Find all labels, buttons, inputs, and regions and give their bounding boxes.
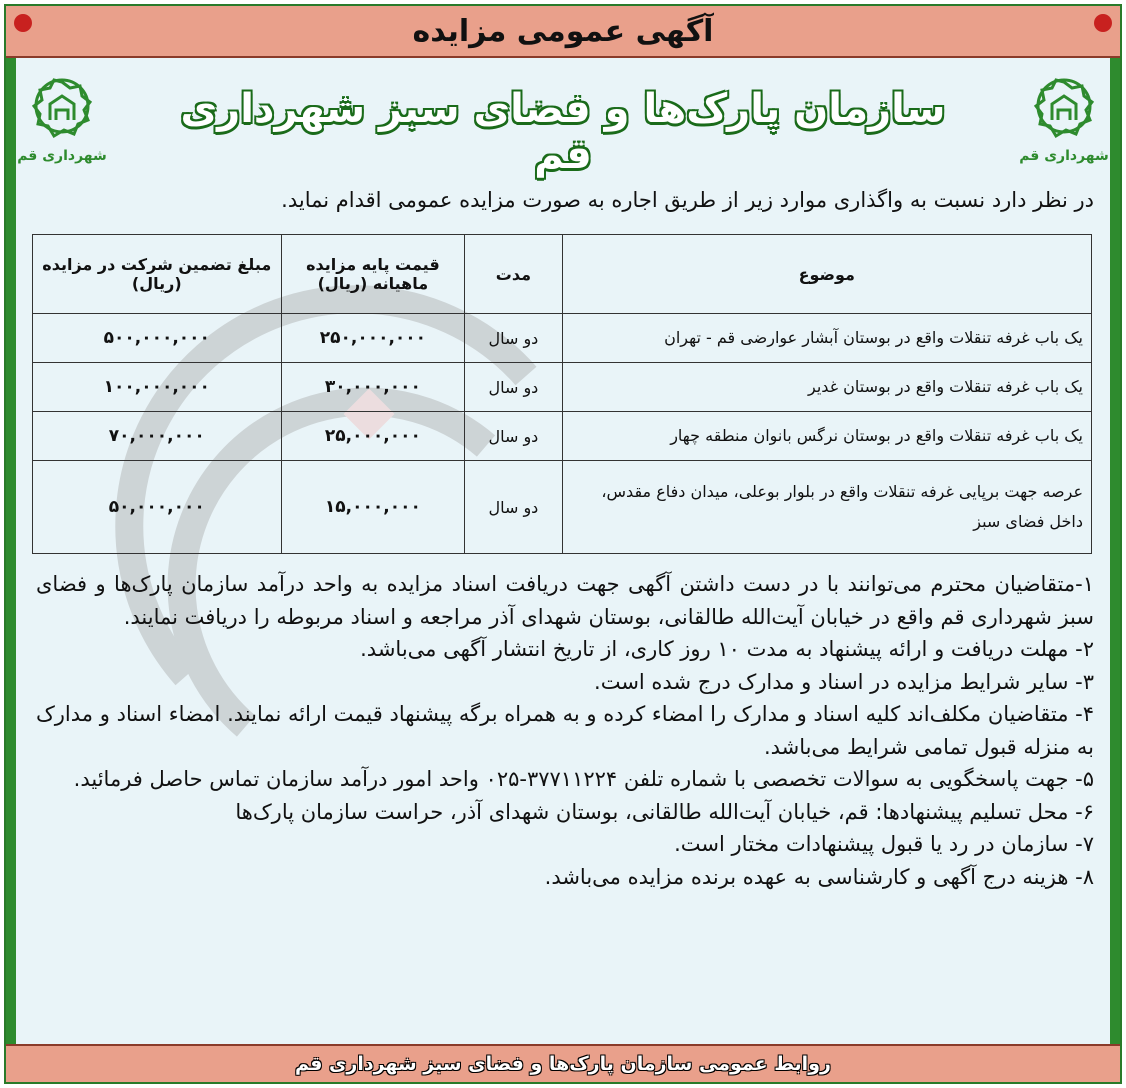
row-guarantee: ۱۰۰,۰۰۰,۰۰۰ [33,363,282,412]
row-subject: عرصه جهت برپایی غرفه تنقلات واقع در بلوار بوعلی، میدان دفاع مقدس، داخل فضای سبز [562,461,1092,554]
header-base-price: قیمت پایه مزایده ماهیانه (ریال) [281,235,465,314]
note-item: ۲- مهلت دریافت و ارائه پیشنهاد به مدت ۱۰ روز کاری، از تاریخ انتشار آگهی می‌باشد. [360,637,1094,662]
logo-text: شهرداری قم [17,148,107,164]
right-green-stripe [1110,6,1120,1082]
header-bar [6,6,1120,58]
qom-municipality-emblem-icon [1019,70,1109,170]
row-base-price: ۲۵,۰۰۰,۰۰۰ [281,412,465,461]
table-row [33,314,1092,363]
note-item: ۸- هزینه درج آگهی و کارشناسی به عهده برنده مزایده می‌باشد. [544,864,1094,889]
footer-title: روابط عمومی سازمان پارک‌ها و فضای سبز شهرداری قم [295,1053,831,1075]
row-base-price: ۲۵۰,۰۰۰,۰۰۰ [281,314,465,363]
row-duration: دو سال [465,412,562,461]
row-subject: یک باب غرفه تنقلات واقع در بوستان غدیر [562,363,1092,412]
notice-frame [4,4,1122,1084]
row-guarantee: ۵۰۰,۰۰۰,۰۰۰ [33,314,282,363]
corner-dot-right [1094,14,1112,32]
row-base-price: ۳۰,۰۰۰,۰۰۰ [281,363,465,412]
table-header-row [33,235,1092,314]
notes-list [36,568,1094,893]
table-row [33,461,1092,554]
row-duration: دو سال [465,461,562,554]
footer-bar [6,1044,1120,1082]
notice-title: آگهی عمومی مزایده [412,13,714,49]
note-item: ۷- سازمان در رد یا قبول پیشنهادات مختار است. [674,832,1094,857]
row-subject: یک باب غرفه تنقلات واقع در بوستان نرگس بانوان منطقه چهار [562,412,1092,461]
qom-municipality-emblem-icon [17,70,107,170]
intro-text: در نظر دارد نسبت به واگذاری موارد زیر از طریق اجاره به صورت مزایده عمومی اقدام نماید. [281,188,1094,212]
auction-items-table [32,234,1092,554]
note-item: ۱-متقاضیان محترم می‌توانند با در دست داشتن آگهی جهت دریافت اسناد مزایده به واحد درآمد سازمان پارک‌ها و فضای سبز شهرداری قم واقع در خیابان آیت‌الله طالقانی، بوستان شهدای آذر مراجعه و اسناد مربوطه را دریافت نمایند. [36,572,1094,629]
row-base-price: ۱۵,۰۰۰,۰۰۰ [281,461,465,554]
header-guarantee: مبلغ تضمین شرکت در مزایده (ریال) [33,235,282,314]
table-row [33,412,1092,461]
note-item: ۵- جهت پاسخگویی به سوالات تخصصی با شماره تلفن ۳۷۷۱۱۲۲۴-۰۲۵ واحد امور درآمد سازمان تماس حاصل فرمائید. [73,767,1094,792]
logo-text: شهرداری قم [1019,148,1109,164]
row-duration: دو سال [465,314,562,363]
corner-dot-left [14,14,32,32]
row-guarantee: ۷۰,۰۰۰,۰۰۰ [33,412,282,461]
note-item: ۶- محل تسلیم پیشنهادها: قم، خیابان آیت‌الله طالقانی، بوستان شهدای آذر، حراست سازمان پارک‌ها [235,799,1094,824]
table-row [33,363,1092,412]
left-green-stripe [6,6,16,1082]
header-subject: موضوع [562,235,1092,314]
organization-name: سازمان پارک‌ها و فضای سبز شهرداری قم [180,86,946,178]
row-duration: دو سال [465,363,562,412]
note-item: ۳- سایر شرایط مزایده در اسناد و مدارک درج شده است. [594,669,1094,694]
row-guarantee: ۵۰,۰۰۰,۰۰۰ [33,461,282,554]
row-subject: یک باب غرفه تنقلات واقع در بوستان آبشار عوارضی قم - تهران [562,314,1092,363]
note-item: ۴- متقاضیان مکلف‌اند کلیه اسناد و مدارک را امضاء کرده و به همراه برگه پیشنهاد قیمت ارائه نمایند. امضاء اسناد و مدارک به منزله قبول تمامی شرایط می‌باشد. [36,702,1094,759]
header-duration: مدت [465,235,562,314]
